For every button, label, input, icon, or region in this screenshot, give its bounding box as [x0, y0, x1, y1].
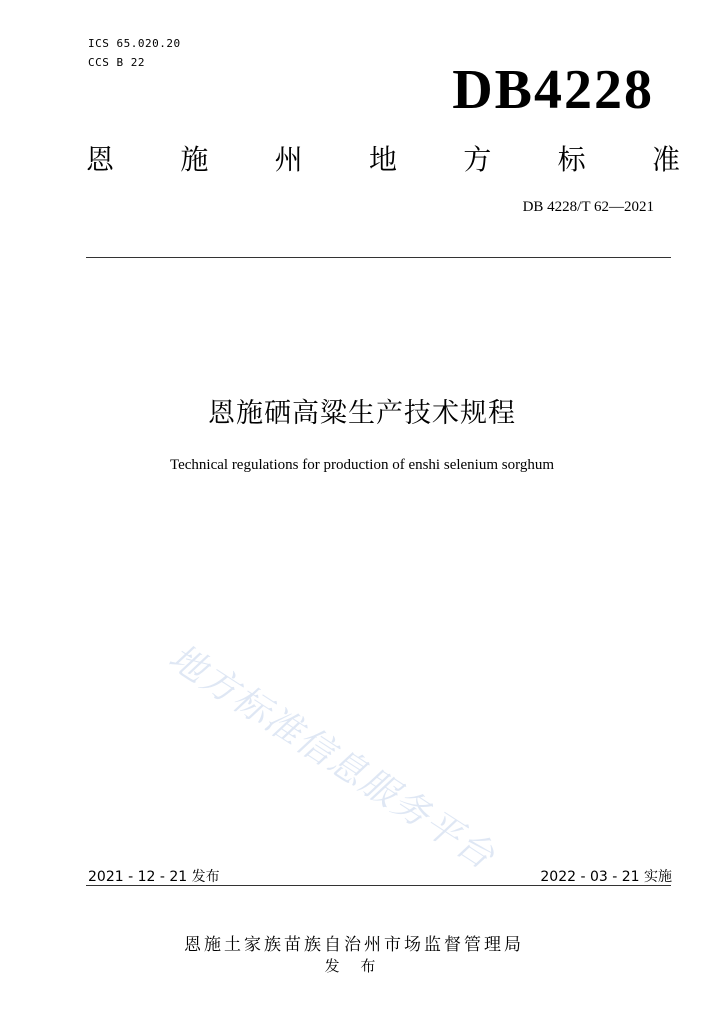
issue-label: 发 布 [324, 957, 384, 975]
issuing-authority: 恩施土家族苗族自治州市场监督管理局 [184, 935, 524, 955]
standard-type-char: 准 [651, 143, 680, 176]
db-code: DB4228 [452, 59, 654, 121]
watermark: 地方标准信息服务平台 [161, 636, 503, 879]
standard-number: DB 4228/T 62—2021 [522, 199, 654, 215]
standard-type-heading [86, 140, 680, 180]
standard-type-char: 州 [274, 143, 303, 176]
ics-code: ICS 65.020.20 [88, 37, 181, 50]
top-divider [86, 257, 671, 258]
document-title-chinese: 恩施硒高粱生产技术规程 [208, 398, 516, 429]
standard-type-char: 恩 [86, 143, 115, 176]
standard-type-char: 施 [180, 143, 209, 176]
standard-type-char: 标 [557, 143, 586, 176]
standard-type-char: 方 [463, 143, 492, 176]
document-title-english: Technical regulations for production of enshi selenium sorghum [169, 457, 554, 473]
standard-type-char: 地 [368, 143, 397, 176]
ccs-code: CCS B 22 [88, 56, 145, 69]
implement-date: 2022 - 03 - 21 实施 [540, 869, 672, 885]
publish-date: 2021 - 12 - 21 发布 [88, 869, 220, 885]
bottom-divider [86, 885, 671, 886]
